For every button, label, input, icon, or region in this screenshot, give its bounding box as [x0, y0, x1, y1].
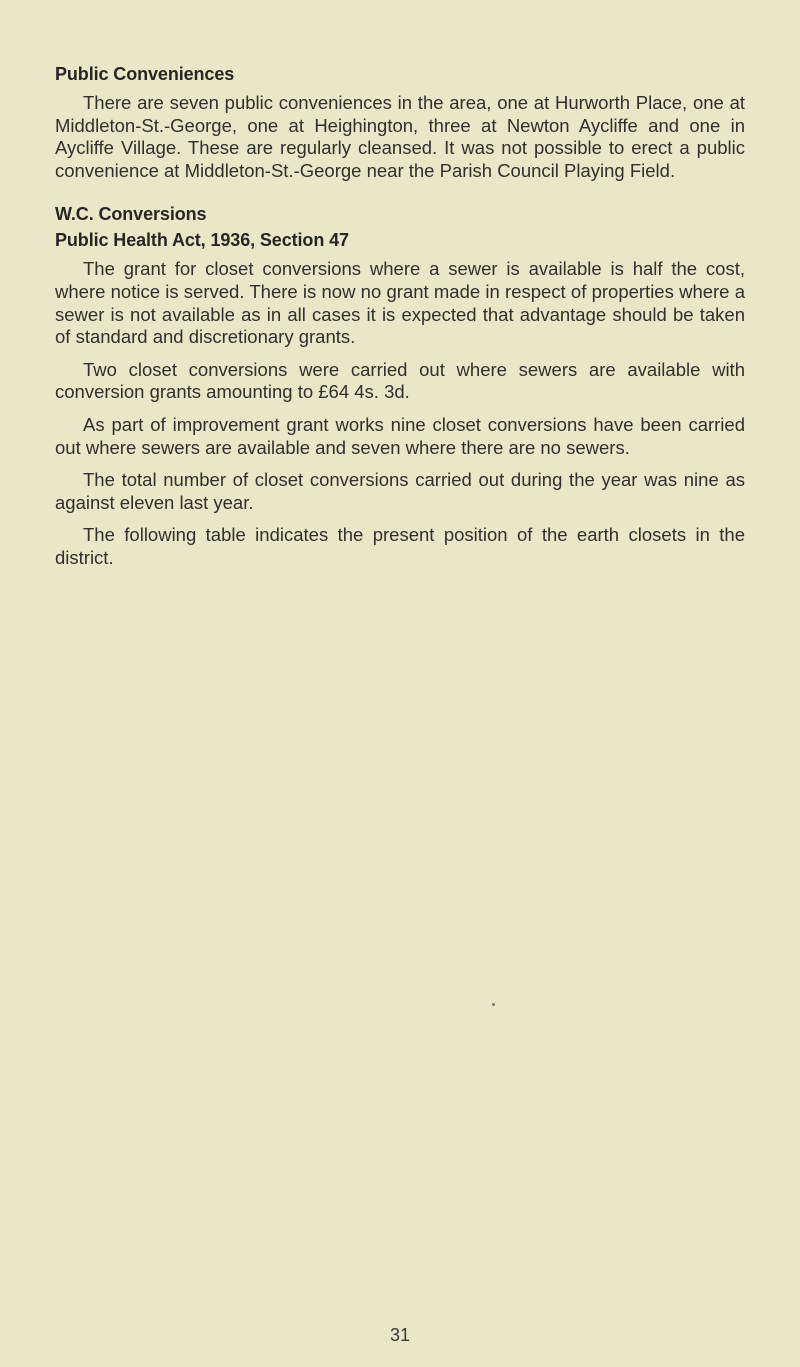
paragraph: As part of improvement grant works nine closet conversions have been carried out where sewers are available and seven where there are no sewers.: [55, 413, 745, 458]
paragraph: The total number of closet conversions carried out during the year was nine as against eleven last year.: [55, 469, 745, 513]
page-number: 31: [389, 1325, 411, 1345]
paper-speck: [492, 1003, 495, 1006]
paragraph: There are seven public conveniences in the area, one at Hurworth Place, one at Middleton-St.-George, one at Heighington, three at Newton Aycliffe and one in Aycliffe Village. These are regularly cleansed. It was not possible to erect a public convenience at Middleton-St.-George near the Parish Council Playing Field.: [55, 92, 745, 181]
paragraph: The grant for closet conversions where a sewer is available is half the cost, where notice is served. There is now no grant made in respect of properties where a sewer is not available as in all cases it is expected that advantage should be taken of standard and discretionary grants.: [55, 258, 745, 348]
document-page: [55, 62, 745, 580]
public-conveniences-section: [55, 62, 745, 182]
wc-conversions-section: [55, 202, 745, 569]
paragraph: The following table indicates the present position of the earth closets in the district.: [55, 524, 745, 568]
section-heading-public-conveniences: Public Conveniences: [55, 64, 235, 84]
section-heading-wc-conversions: W.C. Conversions: [55, 204, 207, 225]
paragraph: Two closet conversions were carried out where sewers are available with conversion grants amounting to £64 4s. 3d.: [55, 358, 745, 403]
section-subheading-public-health-act: Public Health Act, 1936, Section 47: [55, 230, 349, 251]
